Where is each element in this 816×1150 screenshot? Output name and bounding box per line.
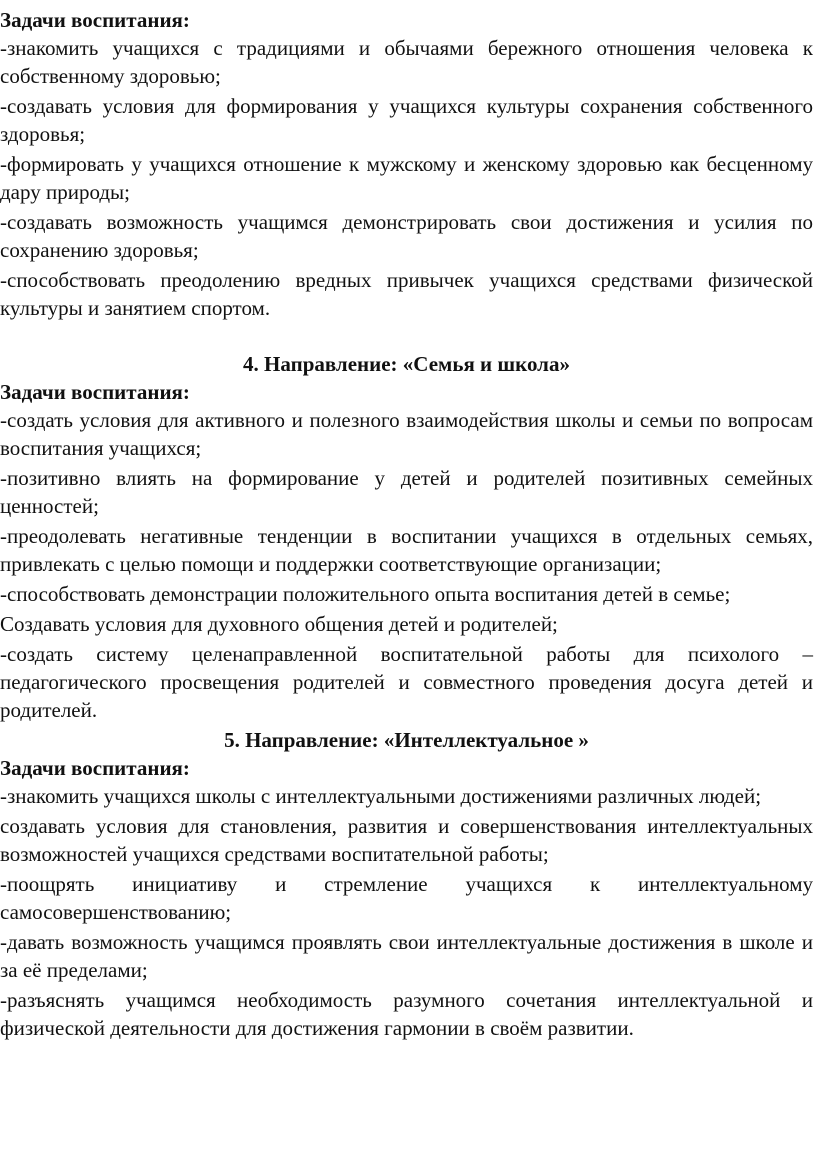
task-item: -знакомить учащихся школы с интеллектуальными достижениями различных людей; [0, 784, 762, 808]
task-item: -знакомить учащихся с традициями и обычаями бережного отношения человека к собственному здоровью; [0, 36, 813, 88]
tasks-heading: Задачи воспитания: [0, 8, 190, 32]
task-item: -поощрять инициативу и стремление учащихся к интеллектуальному самосовершенствованию; [0, 872, 813, 924]
tasks-heading: Задачи воспитания: [0, 380, 190, 404]
section-spacer [0, 324, 813, 350]
task-item: -формировать у учащихся отношение к мужскому и женскому здоровью как бесценному дару природы; [0, 152, 813, 204]
section-title: 5. Направление: «Интеллектуальное » [224, 728, 589, 752]
task-item: -давать возможность учащимся проявлять свои интеллектуальные достижения в школе и за её пределами; [0, 930, 813, 982]
task-item: -способствовать преодолению вредных привычек учащихся средствами физической культуры и занятием спортом. [0, 268, 813, 320]
task-item: -позитивно влиять на формирование у детей и родителей позитивных семейных ценностей; [0, 466, 813, 518]
tasks-heading: Задачи воспитания: [0, 756, 190, 780]
task-item: создавать условия для становления, развития и совершенствования интеллектуальных возможностей учащихся средствами воспитательной работы; [0, 814, 813, 866]
section-family-school [0, 350, 813, 724]
task-item: -создавать условия для формирования у учащихся культуры сохранения собственного здоровья; [0, 94, 813, 146]
task-item: Создавать условия для духовного общения детей и родителей; [0, 612, 558, 636]
task-item: -преодолевать негативные тенденции в воспитании учащихся в отдельных семьях, привлекать с целью помощи и поддержки соответствующие организации; [0, 524, 813, 576]
section-title: 4. Направление: «Семья и школа» [243, 352, 570, 376]
section-health [0, 6, 813, 322]
task-item: -создать систему целенаправленной воспитательной работы для психолого – педагогического просвещения родителей и совместного проведения досуга детей и родителей. [0, 642, 813, 722]
task-item: -создавать возможность учащимся демонстрировать свои достижения и усилия по сохранению здоровья; [0, 210, 813, 262]
section-intellectual [0, 726, 813, 1042]
task-item: -способствовать демонстрации положительного опыта воспитания детей в семье; [0, 582, 731, 606]
task-item: -создать условия для активного и полезного взаимодействия школы и семьи по вопросам воспитания учащихся; [0, 408, 813, 460]
task-item: -разъяснять учащимся необходимость разумного сочетания интеллектуальной и физической деятельности для достижения гармонии в своём развитии. [0, 988, 813, 1040]
